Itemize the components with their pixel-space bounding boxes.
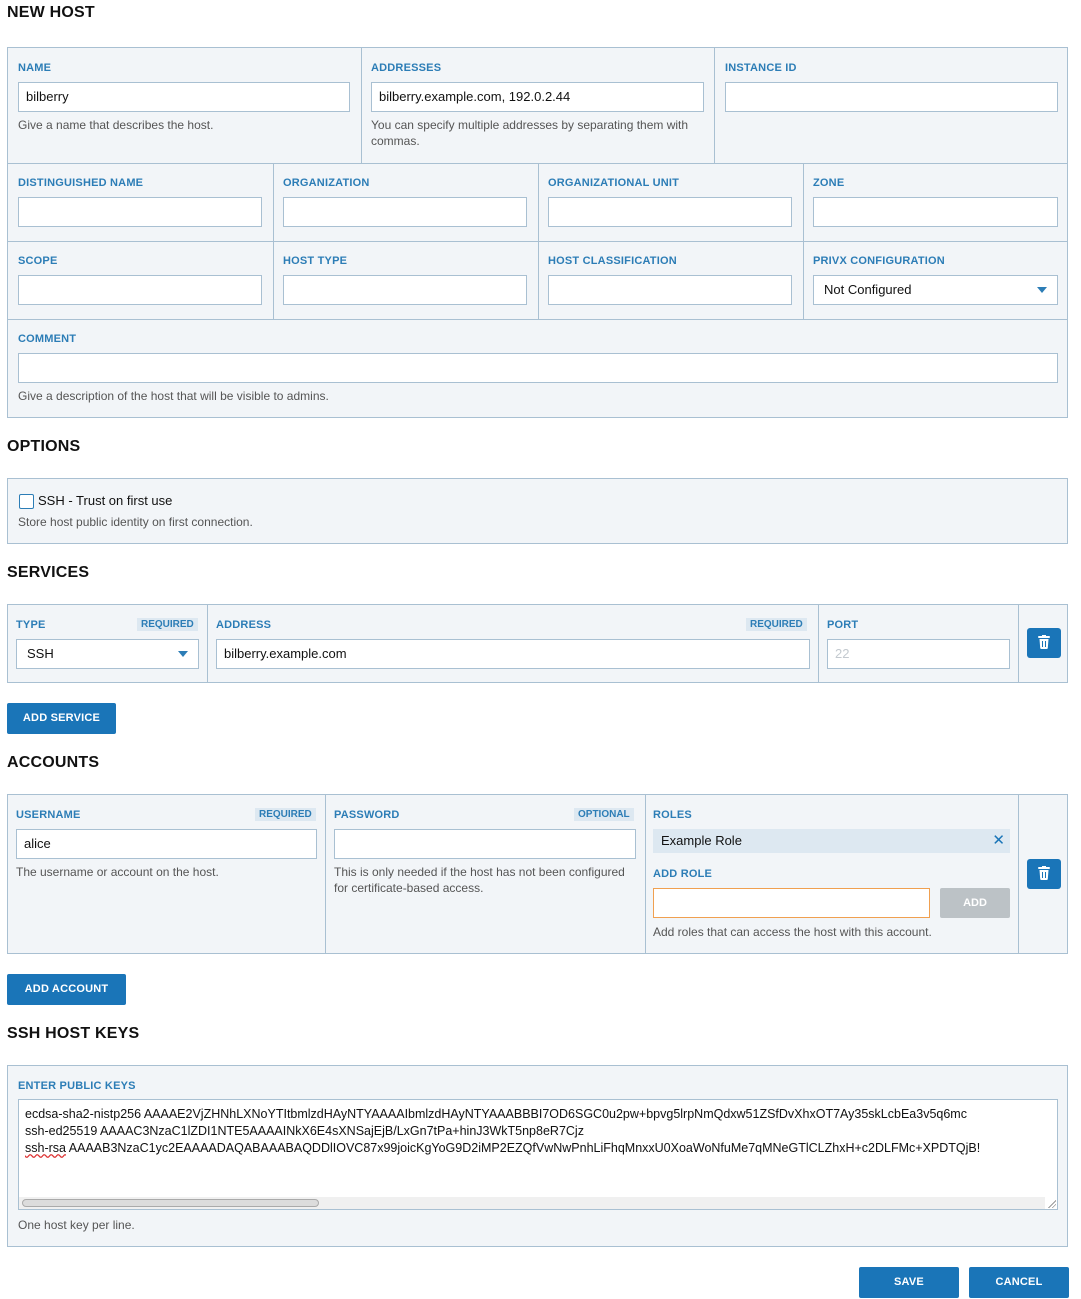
add-role-label: ADD ROLE [653,868,713,880]
service-type-select[interactable] [16,639,199,669]
required-badge: REQUIRED [137,618,198,631]
privx-config-label: PRIVX CONFIGURATION [813,255,945,267]
accounts-panel [7,794,1068,954]
host-details-panel [7,47,1068,418]
ssh-keys-title: SSH HOST KEYS [7,1025,140,1042]
tofu-help: Store host public identity on first connection. [18,515,253,529]
accounts-title: ACCOUNTS [7,754,100,771]
dn-label: DISTINGUISHED NAME [18,177,144,189]
scope-label: SCOPE [18,255,58,267]
horizontal-scrollbar[interactable] [19,1197,1045,1209]
comment-input[interactable] [18,353,1058,383]
service-port-label: PORT [827,619,859,631]
tofu-label[interactable]: SSH - Trust on first use [38,493,173,508]
name-label: NAME [18,62,52,74]
addresses-help-line2: commas. [371,134,420,148]
add-account-button[interactable]: ADD ACCOUNT [7,974,126,1005]
dn-input[interactable] [18,197,262,227]
add-role-button[interactable]: ADD [940,888,1010,918]
scope-input[interactable] [18,275,262,305]
enter-keys-label: ENTER PUBLIC KEYS [18,1080,136,1092]
service-address-label: ADDRESS [216,619,272,631]
cancel-button[interactable]: CANCEL [969,1267,1069,1298]
scrollbar-thumb[interactable] [22,1199,319,1207]
addresses-input[interactable]: bilberry.example.com, 192.0.2.44 [371,82,704,112]
name-help: Give a name that describes the host. [18,118,214,132]
public-keys-textarea[interactable] [18,1099,1058,1210]
service-port-input[interactable]: 22 [827,639,1010,669]
required-badge: REQUIRED [746,618,807,631]
delete-account-button[interactable] [1027,859,1061,889]
keys-help: One host key per line. [18,1218,135,1232]
addresses-help: You can specify multiple addresses by separating them with [371,118,689,132]
save-button[interactable]: SAVE [859,1267,959,1298]
ou-input[interactable] [548,197,792,227]
remove-role-icon[interactable]: ✕ [992,832,1005,849]
key-line: ssh-rsa AAAAB3NzaC1yc2EAAAADAQABAAABAQDDlIOVC87x99joicKgYoG9D2iMP2EZQfVwNwPnhLiFhqMnxxU0XoaWoNfuMe7qMNeGTlCLZhxH+c2DLFMc+XPDTQjB! [25,1141,981,1155]
comment-help: Give a description of the host that will be visible to admins. [18,389,329,403]
password-help: This is only needed if the host has not been configured [334,865,625,879]
host-classification-input[interactable] [548,275,792,305]
password-input[interactable] [334,829,636,859]
role-chip [653,829,1010,853]
trash-icon [1038,866,1050,880]
host-classification-label: HOST CLASSIFICATION [548,255,677,267]
host-type-label: HOST TYPE [283,255,348,267]
host-type-input[interactable] [283,275,527,305]
key-line: ssh-ed25519 AAAAC3NzaC1lZDI1NTE5AAAAINkX6E4sXNSajEjB/LxGn7tPa+hinJ3WkT5np8eR7Cjz [25,1124,584,1138]
resize-handle-icon[interactable] [1047,1199,1056,1208]
role-chip-label: Example Role [661,833,742,848]
instance-id-label: INSTANCE ID [725,62,797,74]
organization-label: ORGANIZATION [283,177,370,189]
trash-icon [1038,635,1050,649]
options-panel [7,478,1068,544]
add-role-input[interactable] [653,888,930,918]
username-label: USERNAME [16,809,81,821]
name-input[interactable]: bilberry [18,82,350,112]
password-help-line2: for certificate-based access. [334,881,484,895]
service-address-input[interactable]: bilberry.example.com [216,639,810,669]
chevron-down-icon [178,651,188,657]
comment-label: COMMENT [18,333,77,345]
roles-help: Add roles that can access the host with this account. [653,925,932,939]
ou-label: ORGANIZATIONAL UNIT [548,177,680,189]
key-line: ecdsa-sha2-nistp256 AAAAE2VjZHNhLXNoYTItbmlzdHAyNTYAAAAIbmlzdHAyNTYAAABBBI7OD6SGC0u2pw+bpvg5lrpNmQdxw51ZSfDvXhxOT7Ay35skLcbEa3v5q6mc [25,1107,967,1121]
chevron-down-icon [1037,287,1047,293]
optional-badge: OPTIONAL [574,808,634,821]
username-input[interactable]: alice [16,829,317,859]
privx-config-value: Not Configured [824,282,912,297]
roles-label: ROLES [653,809,692,821]
ssh-keys-panel [7,1065,1068,1247]
tofu-checkbox[interactable] [19,494,34,509]
password-label: PASSWORD [334,809,400,821]
username-help: The username or account on the host. [16,865,219,879]
organization-input[interactable] [283,197,527,227]
delete-service-button[interactable] [1027,628,1061,658]
addresses-label: ADDRESSES [371,62,442,74]
service-type-value: SSH [27,646,54,661]
zone-input[interactable] [813,197,1058,227]
add-service-button[interactable]: ADD SERVICE [7,703,116,734]
zone-label: ZONE [813,177,845,189]
service-type-label: TYPE [16,619,46,631]
page-title: NEW HOST [7,4,95,21]
instance-id-input[interactable] [725,82,1058,112]
options-title: OPTIONS [7,438,81,455]
required-badge: REQUIRED [255,808,316,821]
privx-config-select[interactable] [813,275,1058,305]
services-title: SERVICES [7,564,90,581]
services-panel [7,604,1068,683]
